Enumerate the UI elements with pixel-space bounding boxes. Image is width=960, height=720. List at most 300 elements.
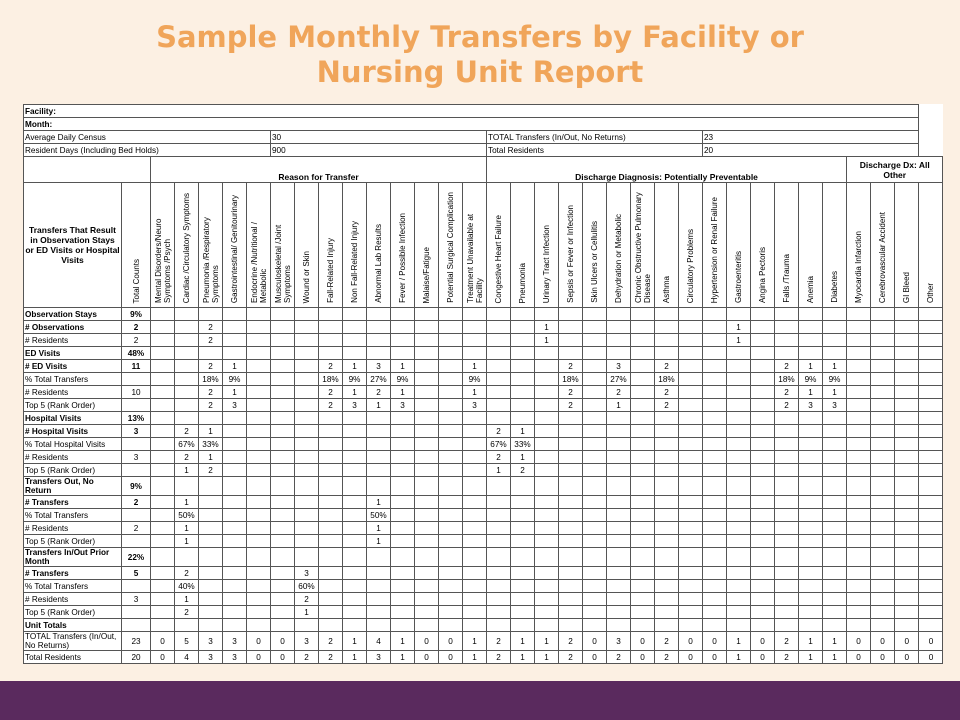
data-cell (631, 399, 655, 412)
data-cell (295, 509, 319, 522)
row-label: # Residents (24, 334, 122, 347)
data-cell (871, 373, 895, 386)
data-cell (343, 334, 367, 347)
data-cell: 1 (391, 651, 415, 664)
data-cell (199, 567, 223, 580)
data-cell: 9% (391, 373, 415, 386)
data-cell (919, 360, 943, 373)
data-cell (703, 522, 727, 535)
data-cell (391, 334, 415, 347)
column-header (271, 183, 295, 308)
table-row (24, 373, 943, 386)
column-header (199, 183, 223, 308)
data-cell (727, 606, 751, 619)
data-cell: 0 (439, 651, 463, 664)
data-cell (295, 425, 319, 438)
data-cell (151, 308, 175, 321)
data-cell (415, 347, 439, 360)
data-cell: 9% (343, 373, 367, 386)
data-cell (799, 308, 823, 321)
data-cell (535, 477, 559, 496)
data-cell (583, 308, 607, 321)
data-cell: 2 (607, 651, 631, 664)
data-cell (847, 496, 871, 509)
row-total: 22% (122, 548, 151, 567)
data-cell: 27% (367, 373, 391, 386)
data-cell (439, 548, 463, 567)
data-cell: 3 (367, 360, 391, 373)
data-cell (415, 399, 439, 412)
column-header-text: Malaise/Fatigue (422, 246, 431, 303)
data-cell: 1 (607, 399, 631, 412)
data-cell (655, 308, 679, 321)
data-cell (439, 535, 463, 548)
row-total: 2 (122, 321, 151, 334)
data-cell (703, 496, 727, 509)
column-header-text: Angina Pectoris (758, 246, 767, 303)
data-cell (439, 451, 463, 464)
data-cell: 50% (367, 509, 391, 522)
data-cell (583, 606, 607, 619)
data-cell (247, 360, 271, 373)
data-cell (607, 438, 631, 451)
data-cell (463, 535, 487, 548)
data-cell (151, 464, 175, 477)
data-cell: 2 (175, 606, 199, 619)
data-cell (439, 308, 463, 321)
data-cell (607, 477, 631, 496)
data-cell (367, 580, 391, 593)
data-cell (799, 593, 823, 606)
data-cell (343, 438, 367, 451)
data-cell (871, 321, 895, 334)
data-cell (151, 580, 175, 593)
data-cell (583, 496, 607, 509)
data-cell (751, 399, 775, 412)
data-cell (727, 535, 751, 548)
data-cell (607, 548, 631, 567)
data-cell (271, 438, 295, 451)
data-cell: 2 (487, 425, 511, 438)
data-cell (367, 477, 391, 496)
data-cell (151, 522, 175, 535)
data-cell (559, 548, 583, 567)
data-cell (487, 360, 511, 373)
data-cell (823, 412, 847, 425)
data-cell (487, 522, 511, 535)
data-cell (775, 548, 799, 567)
data-cell: 1 (463, 632, 487, 651)
data-cell (487, 334, 511, 347)
data-cell (151, 567, 175, 580)
data-cell (895, 347, 919, 360)
data-cell (343, 522, 367, 535)
data-cell (631, 606, 655, 619)
column-header (559, 183, 583, 308)
data-cell: 2 (175, 567, 199, 580)
row-total: 5 (122, 567, 151, 580)
data-cell (775, 509, 799, 522)
data-cell (463, 425, 487, 438)
data-cell (583, 619, 607, 632)
row-label: Observation Stays (24, 308, 122, 321)
column-header-text: Circulatory Problems (686, 228, 695, 303)
data-cell (607, 412, 631, 425)
data-cell: 2 (199, 334, 223, 347)
column-header-text: Hypertension or Renal Failure (710, 196, 719, 303)
data-cell (895, 451, 919, 464)
data-cell (439, 321, 463, 334)
column-header-text: Asthma (662, 275, 671, 303)
data-cell: 1 (463, 386, 487, 399)
data-cell (583, 321, 607, 334)
data-cell (295, 464, 319, 477)
data-cell (535, 308, 559, 321)
data-cell (607, 606, 631, 619)
data-cell (919, 386, 943, 399)
data-cell (223, 619, 247, 632)
data-cell (703, 477, 727, 496)
data-cell: 0 (151, 632, 175, 651)
data-cell (919, 321, 943, 334)
data-cell: 2 (199, 399, 223, 412)
data-cell (511, 567, 535, 580)
data-cell (271, 386, 295, 399)
data-cell (439, 522, 463, 535)
data-cell (511, 606, 535, 619)
data-cell (439, 412, 463, 425)
data-cell: 27% (607, 373, 631, 386)
data-cell: 1 (823, 386, 847, 399)
data-cell: 2 (319, 360, 343, 373)
table-row (24, 580, 943, 593)
data-cell (751, 308, 775, 321)
data-cell: 1 (727, 321, 751, 334)
column-header-text: Sepsis or Fever or Infection (566, 205, 575, 303)
row-total (122, 580, 151, 593)
all-other-header: Discharge Dx: All Other (847, 157, 943, 183)
data-cell (607, 464, 631, 477)
data-cell: 1 (367, 496, 391, 509)
page-title (0, 20, 960, 90)
data-cell (223, 451, 247, 464)
column-header-text: Pneumonia (518, 262, 527, 303)
table-row (24, 399, 943, 412)
data-cell (487, 593, 511, 606)
data-cell (751, 425, 775, 438)
row-label: % Total Transfers (24, 580, 122, 593)
column-header (439, 183, 463, 308)
data-cell (631, 509, 655, 522)
data-cell (583, 399, 607, 412)
data-cell (775, 593, 799, 606)
column-header-text: Urinary Tract Infection (542, 224, 551, 303)
row-total (122, 619, 151, 632)
data-cell (391, 321, 415, 334)
data-cell (487, 580, 511, 593)
data-cell: 40% (175, 580, 199, 593)
data-cell: 3 (463, 399, 487, 412)
data-cell (727, 412, 751, 425)
data-cell (175, 548, 199, 567)
data-cell (271, 412, 295, 425)
data-cell (655, 619, 679, 632)
data-cell (415, 548, 439, 567)
data-cell (271, 425, 295, 438)
data-cell (895, 425, 919, 438)
data-cell (727, 347, 751, 360)
data-cell: 0 (439, 632, 463, 651)
data-cell (415, 412, 439, 425)
data-cell (631, 567, 655, 580)
column-header-text: Treatment Unavailable at Facility (465, 213, 484, 303)
data-cell (295, 496, 319, 509)
column-header-text: Cerebrovascular Accident (878, 211, 887, 303)
data-cell (727, 451, 751, 464)
data-cell (415, 334, 439, 347)
column-header (751, 183, 775, 308)
data-cell (655, 334, 679, 347)
data-cell: 3 (367, 651, 391, 664)
data-cell (343, 580, 367, 593)
data-cell (679, 477, 703, 496)
data-cell: 1 (535, 334, 559, 347)
data-cell (895, 308, 919, 321)
data-cell (679, 593, 703, 606)
data-cell (391, 606, 415, 619)
data-cell (391, 522, 415, 535)
data-cell (703, 334, 727, 347)
table-row (24, 632, 943, 651)
row-label: # Transfers (24, 496, 122, 509)
data-cell (319, 477, 343, 496)
title-line-2: Nursing Unit Report (316, 55, 644, 89)
data-cell: 1 (175, 522, 199, 535)
data-cell: 67% (175, 438, 199, 451)
data-cell: 3 (607, 360, 631, 373)
data-cell (871, 496, 895, 509)
data-cell (511, 321, 535, 334)
data-cell (271, 477, 295, 496)
data-cell (367, 451, 391, 464)
data-cell (295, 399, 319, 412)
data-cell (271, 522, 295, 535)
data-cell (151, 425, 175, 438)
data-cell (175, 373, 199, 386)
data-cell (151, 399, 175, 412)
data-cell (511, 548, 535, 567)
data-cell (535, 360, 559, 373)
data-cell (679, 496, 703, 509)
data-cell (487, 548, 511, 567)
data-cell (247, 567, 271, 580)
data-cell: 1 (175, 535, 199, 548)
data-cell: 0 (271, 632, 295, 651)
data-cell: 0 (679, 651, 703, 664)
data-cell (343, 593, 367, 606)
column-header (487, 183, 511, 308)
data-cell: 2 (775, 360, 799, 373)
data-cell: 2 (487, 651, 511, 664)
data-cell (583, 373, 607, 386)
data-cell (343, 606, 367, 619)
data-cell (415, 451, 439, 464)
data-cell (679, 522, 703, 535)
column-header-text: Mental Disorders/Neuro Symptoms /Psych (153, 218, 172, 303)
data-cell (247, 464, 271, 477)
data-cell: 0 (895, 632, 919, 651)
row-total (122, 464, 151, 477)
data-cell (295, 386, 319, 399)
data-cell (799, 606, 823, 619)
data-cell: 60% (295, 580, 319, 593)
data-cell (775, 425, 799, 438)
data-cell (439, 438, 463, 451)
data-cell (655, 548, 679, 567)
data-cell (919, 308, 943, 321)
column-header-text: GI Bleed (902, 271, 912, 303)
table-row (24, 438, 943, 451)
column-header (175, 183, 199, 308)
column-header-text: Dehydration or Metabolic (614, 214, 623, 303)
data-cell (631, 451, 655, 464)
data-cell (607, 308, 631, 321)
row-label: % Total Transfers (24, 509, 122, 522)
data-cell (655, 580, 679, 593)
data-cell (703, 619, 727, 632)
data-cell (223, 347, 247, 360)
data-cell (463, 567, 487, 580)
data-cell (391, 548, 415, 567)
column-header (895, 183, 919, 308)
data-cell (391, 535, 415, 548)
data-cell (247, 386, 271, 399)
data-cell (823, 438, 847, 451)
data-cell (799, 548, 823, 567)
row-label: Hospital Visits (24, 412, 122, 425)
data-cell (871, 308, 895, 321)
data-cell (199, 347, 223, 360)
data-cell: 2 (655, 360, 679, 373)
data-cell: 1 (391, 386, 415, 399)
row-total (122, 606, 151, 619)
data-cell (559, 522, 583, 535)
data-cell (463, 477, 487, 496)
table-row (24, 477, 943, 496)
data-cell (703, 399, 727, 412)
data-cell (223, 496, 247, 509)
row-label: % Total Transfers (24, 373, 122, 386)
data-cell: 0 (703, 632, 727, 651)
data-cell (775, 496, 799, 509)
data-cell (391, 438, 415, 451)
data-cell (679, 619, 703, 632)
data-cell (727, 496, 751, 509)
data-cell (415, 606, 439, 619)
data-cell: 2 (607, 386, 631, 399)
data-cell: 1 (223, 360, 247, 373)
data-cell (871, 399, 895, 412)
data-cell (631, 522, 655, 535)
data-cell (559, 451, 583, 464)
data-cell (175, 360, 199, 373)
data-cell (775, 347, 799, 360)
data-cell (487, 321, 511, 334)
data-cell (319, 522, 343, 535)
table-row (24, 496, 943, 509)
total-counts-header (122, 183, 151, 308)
data-cell (919, 567, 943, 580)
data-cell: 1 (487, 464, 511, 477)
data-cell (319, 606, 343, 619)
data-cell (679, 347, 703, 360)
data-cell (343, 321, 367, 334)
row-label: Total Residents (24, 651, 122, 664)
data-cell (463, 606, 487, 619)
data-cell (247, 522, 271, 535)
data-cell (343, 548, 367, 567)
data-cell (535, 425, 559, 438)
row-label: # Observations (24, 321, 122, 334)
data-cell (775, 308, 799, 321)
data-cell (271, 580, 295, 593)
data-cell (895, 334, 919, 347)
data-cell: 0 (583, 632, 607, 651)
row-label: ED Visits (24, 347, 122, 360)
data-cell (727, 464, 751, 477)
data-cell (919, 464, 943, 477)
data-cell (751, 386, 775, 399)
data-cell (703, 606, 727, 619)
data-cell (511, 347, 535, 360)
row-total (122, 535, 151, 548)
row-label: # Residents (24, 593, 122, 606)
data-cell: 1 (511, 451, 535, 464)
data-cell (511, 334, 535, 347)
row-total: 10 (122, 386, 151, 399)
column-header-text: Potential Surgical Complication (446, 192, 455, 303)
data-cell (655, 593, 679, 606)
data-cell (727, 360, 751, 373)
data-cell: 2 (559, 399, 583, 412)
data-cell (487, 477, 511, 496)
row-total: 9% (122, 308, 151, 321)
data-cell (559, 535, 583, 548)
data-cell: 1 (343, 632, 367, 651)
data-cell (223, 308, 247, 321)
row-label: # Residents (24, 451, 122, 464)
data-cell (895, 477, 919, 496)
data-cell (679, 535, 703, 548)
data-cell (919, 451, 943, 464)
data-cell: 0 (751, 651, 775, 664)
data-cell (415, 425, 439, 438)
data-cell (439, 593, 463, 606)
data-cell (391, 412, 415, 425)
data-cell (463, 412, 487, 425)
data-cell: 2 (775, 386, 799, 399)
data-cell (607, 535, 631, 548)
data-cell (391, 477, 415, 496)
month-row (24, 118, 943, 131)
data-cell (559, 567, 583, 580)
data-cell (583, 548, 607, 567)
data-cell (631, 412, 655, 425)
data-cell (223, 567, 247, 580)
data-cell (295, 522, 319, 535)
data-cell (847, 386, 871, 399)
column-header-text: Wound or Skin (302, 250, 311, 303)
